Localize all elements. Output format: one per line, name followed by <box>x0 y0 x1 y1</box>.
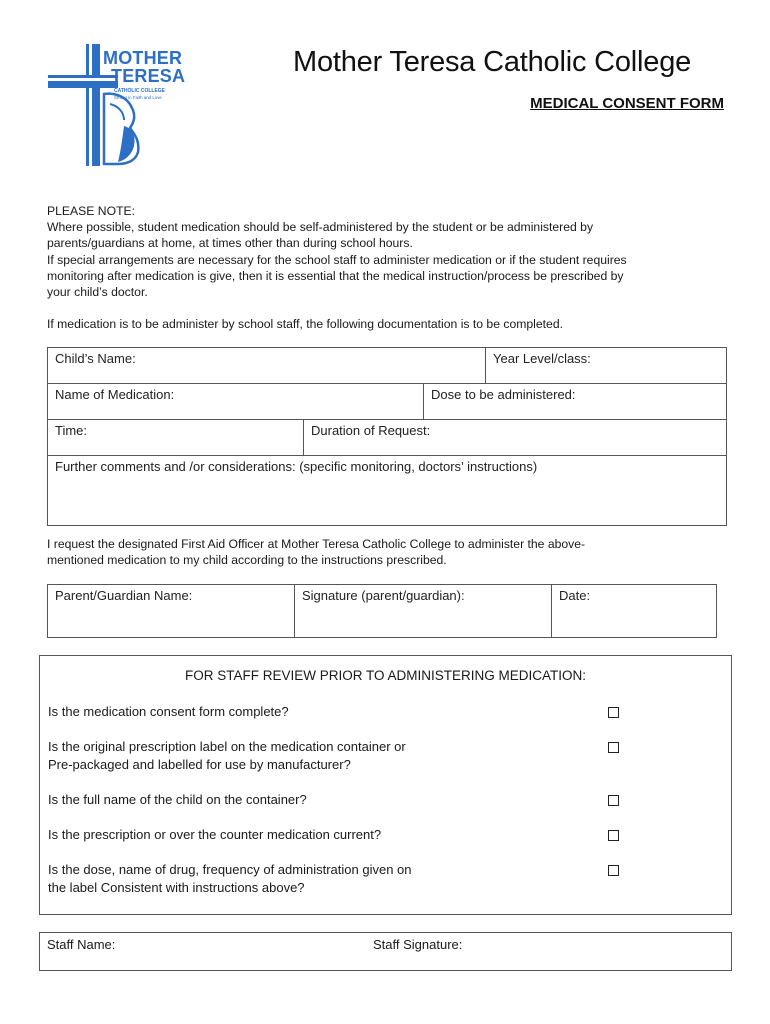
question-dose-consistent: Is the dose, name of drug, frequency of administration given on the label Consistent with instructions above? <box>48 862 412 895</box>
dose-label: Dose to be administered: <box>431 387 576 402</box>
request-line: mentioned medication to my child according to the instructions prescribed. <box>47 553 447 568</box>
checkbox-dose-consistent[interactable] <box>608 865 619 876</box>
school-name: Mother Teresa Catholic College <box>293 46 692 78</box>
medication-name-label: Name of Medication: <box>55 387 175 402</box>
question-medication-current: Is the prescription or over the counter medication current? <box>48 827 382 842</box>
staff-review-heading: FOR STAFF REVIEW PRIOR TO ADMINISTERING MEDICATION: <box>184 668 587 683</box>
note-line: If medication is to be administer by school staff, the following documentation is to be completed. <box>47 317 563 332</box>
checkbox-prescription-label[interactable] <box>608 742 619 753</box>
note-heading: PLEASE NOTE: <box>47 204 136 218</box>
request-statement <box>47 536 727 568</box>
date-field[interactable] <box>551 584 717 638</box>
staff-review-section <box>39 655 732 915</box>
staff-name-label[interactable]: Staff Name: <box>47 937 116 952</box>
guardian-name-label: Parent/Guardian Name: <box>55 588 193 603</box>
comments-label: Further comments and /or considerations: (specific monitoring, doctors’ instructions) <box>55 459 538 474</box>
note-line: Where possible, student medication should be self-administered by the student or be administered by <box>47 220 594 235</box>
child-name-label: Child’s Name: <box>55 351 136 366</box>
please-note-section <box>47 203 727 332</box>
year-level-field[interactable] <box>485 347 727 384</box>
guardian-name-field[interactable] <box>47 584 295 638</box>
note-line: parents/guardians at home, at times other than during school hours. <box>47 236 413 251</box>
guardian-signature-label: Signature (parent/guardian): <box>302 588 465 603</box>
question-child-name-on-container: Is the full name of the child on the container? <box>48 792 307 807</box>
guardian-signature-field[interactable] <box>294 584 552 638</box>
checkbox-child-name-on-container[interactable] <box>608 795 619 806</box>
duration-field[interactable] <box>303 419 727 456</box>
logo-text-line2: TERESA <box>111 66 186 86</box>
time-label: Time: <box>55 423 88 438</box>
note-line: your child’s doctor. <box>47 285 148 300</box>
year-level-label: Year Level/class: <box>493 351 591 366</box>
medication-name-field[interactable] <box>47 383 424 420</box>
note-line: If special arrangements are necessary for the school staff to administer medication or if the student requires <box>47 252 627 267</box>
checkbox-form-complete[interactable] <box>608 707 619 718</box>
date-label: Date: <box>559 588 591 603</box>
time-field[interactable] <box>47 419 304 456</box>
note-line: monitoring after medication is give, then it is essential that the medical instruction/process be prescribed by <box>47 268 624 283</box>
question-prescription-label: Is the original prescription label on the medication container or Pre-packaged and labelled for use by manufacturer? <box>48 739 406 772</box>
child-name-field[interactable] <box>47 347 486 384</box>
dose-field[interactable] <box>423 383 727 420</box>
logo-motto: Strong in Faith and Love <box>114 95 162 100</box>
request-line: I request the designated First Aid Officer at Mother Teresa Catholic College to administer the above- <box>47 537 586 551</box>
duration-label: Duration of Request: <box>311 423 431 438</box>
staff-sign-row <box>39 932 732 971</box>
logo-tagline: CATHOLIC COLLEGE <box>114 88 166 94</box>
staff-signature-label[interactable]: Staff Signature: <box>373 937 463 952</box>
comments-field[interactable] <box>47 455 727 526</box>
form-title: MEDICAL CONSENT FORM <box>530 95 724 112</box>
question-form-complete: Is the medication consent form complete? <box>48 704 289 719</box>
checkbox-medication-current[interactable] <box>608 830 619 841</box>
logo-text-line1: MOTHER <box>103 48 183 68</box>
